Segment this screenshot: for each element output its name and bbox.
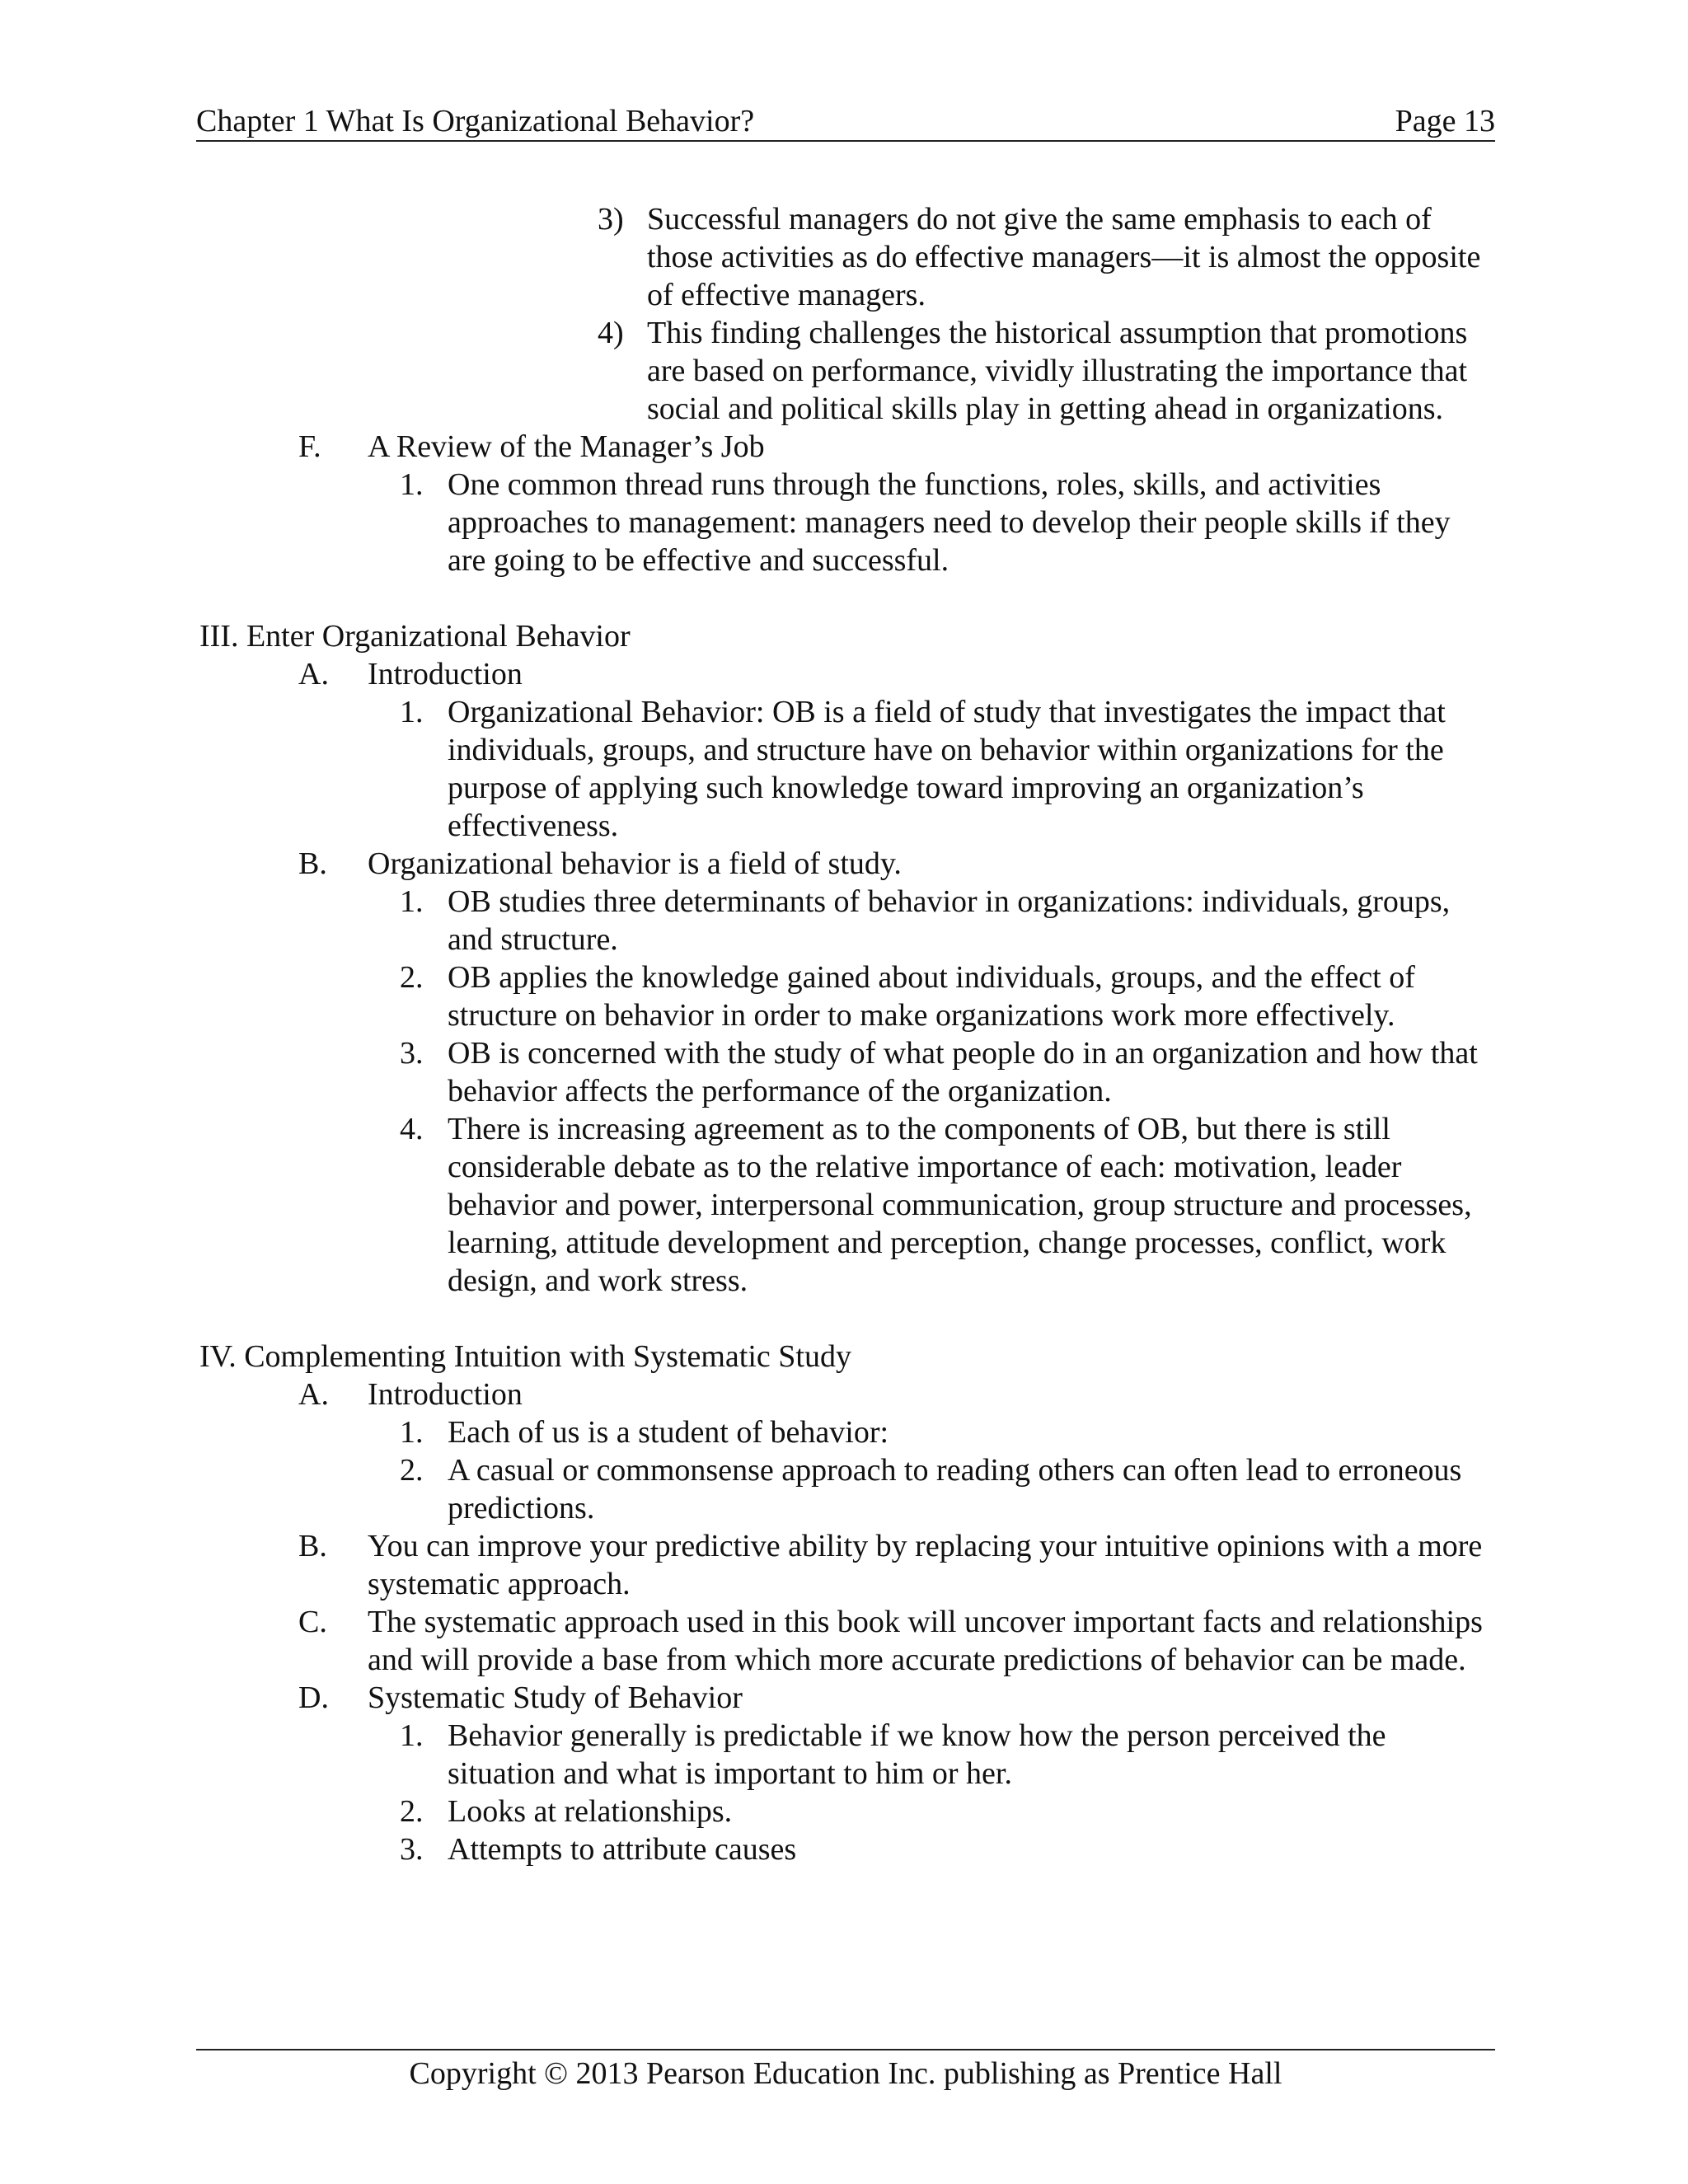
- subsection-heading: [0, 845, 1492, 883]
- subsection-heading: [0, 1679, 1492, 1717]
- item-label: 4.: [400, 1112, 424, 1146]
- page-number: Page 13: [1395, 104, 1495, 138]
- item-label: 1.: [400, 467, 424, 502]
- outline-body: [0, 200, 1688, 1868]
- item-text: OB studies three determinants of behavior in organizations: individuals, groups, and structure.: [448, 884, 1451, 957]
- item-text: There is increasing agreement as to the components of OB, but there is still considerable debate as to the relative importance of each: motivation, leader behavior and power, interpersonal communication, group structure and processes, learning, attitude development and perception, change processes, conflict, work design, and work stress.: [448, 1112, 1472, 1298]
- list-item: [0, 1793, 1492, 1830]
- section-f-heading: [0, 428, 1492, 466]
- item-text: Systematic Study of Behavior: [368, 1680, 743, 1715]
- item-text: A casual or commonsense approach to reading others can often lead to erroneous predictions.: [448, 1453, 1462, 1526]
- item-label: 2.: [400, 1453, 424, 1488]
- item-text: Introduction: [368, 1377, 523, 1412]
- subsection-heading: [0, 1603, 1492, 1679]
- list-item: [0, 958, 1492, 1034]
- item-text: One common thread runs through the functions, roles, skills, and activities approaches to management: managers need to develop their people skills if they are going to be effective and successful.: [448, 467, 1451, 578]
- item-label: 1.: [400, 695, 424, 729]
- section-heading: III. Enter Organizational Behavior: [199, 619, 631, 654]
- item-label: B.: [298, 846, 327, 881]
- item-text: OB applies the knowledge gained about individuals, groups, and the effect of structure on behavior in order to make organizations work more effectively.: [448, 960, 1415, 1033]
- item-text: OB is concerned with the study of what people do in an organization and how that behavior affects the performance of the organization.: [448, 1036, 1478, 1108]
- list-item: [0, 1451, 1492, 1527]
- item-text: The systematic approach used in this book will uncover important facts and relationships and will provide a base from which more accurate predictions of behavior can be made.: [368, 1605, 1483, 1677]
- list-item: [0, 1110, 1492, 1300]
- list-item: [0, 1830, 1492, 1868]
- item-label: A.: [298, 657, 329, 691]
- item-label: 3): [598, 202, 624, 237]
- header-rule: [196, 140, 1495, 142]
- page-header: [196, 102, 1495, 140]
- item-text: You can improve your predictive ability by replacing your intuitive opinions with a more systematic approach.: [368, 1529, 1483, 1601]
- item-label: 2.: [400, 1794, 424, 1829]
- item-text: Attempts to attribute causes: [448, 1832, 797, 1867]
- item-text: Organizational Behavior: OB is a field of study that investigates the impact that individuals, groups, and structure have on behavior within organizations for the purpose of applying such knowledge toward improving an organization’s effectiveness.: [448, 695, 1446, 843]
- subsection-heading: [0, 1527, 1492, 1603]
- item-label: F.: [298, 429, 321, 464]
- item-text: A Review of the Manager’s Job: [368, 429, 765, 464]
- subsection-heading: [0, 1376, 1492, 1413]
- item-label: C.: [298, 1605, 327, 1639]
- list-item: [0, 466, 1492, 579]
- list-item: [0, 693, 1492, 845]
- section-heading: IV. Complementing Intuition with Systematic Study: [199, 1339, 851, 1374]
- item-text: This finding challenges the historical assumption that promotions are based on performance, vividly illustrating the importance that social and political skills play in getting ahead in organizations.: [647, 316, 1468, 426]
- list-item: [0, 883, 1492, 958]
- chapter-title: Chapter 1 What Is Organizational Behavior?: [196, 104, 755, 138]
- item-text: Looks at relationships.: [448, 1794, 733, 1829]
- item-text: Introduction: [368, 657, 523, 691]
- item-label: 1.: [400, 884, 424, 919]
- item-text: Behavior generally is predictable if we know how the person perceived the situation and what is important to him or her.: [448, 1718, 1386, 1791]
- item-text: Organizational behavior is a field of study.: [368, 846, 902, 881]
- item-label: 1.: [400, 1718, 424, 1753]
- list-item: [0, 200, 1492, 314]
- list-item: [0, 1034, 1492, 1110]
- item-label: A.: [298, 1377, 329, 1412]
- item-label: B.: [298, 1529, 327, 1563]
- list-item: [0, 1413, 1492, 1451]
- item-text: Successful managers do not give the same emphasis to each of those activities as do effective managers—it is almost the opposite of effective managers.: [647, 202, 1481, 312]
- item-label: 2.: [400, 960, 424, 995]
- item-label: 1.: [400, 1415, 424, 1450]
- item-label: 4): [598, 316, 624, 350]
- footer-rule: [196, 2049, 1495, 2050]
- item-text: Each of us is a student of behavior:: [448, 1415, 889, 1450]
- item-label: 3.: [400, 1036, 424, 1071]
- subsection-heading: [0, 655, 1492, 693]
- list-item: [0, 1717, 1492, 1793]
- list-item: [0, 314, 1492, 428]
- item-label: D.: [298, 1680, 329, 1715]
- item-label: 3.: [400, 1832, 424, 1867]
- copyright-footer: Copyright © 2013 Pearson Education Inc. publishing as Prentice Hall: [409, 2056, 1282, 2091]
